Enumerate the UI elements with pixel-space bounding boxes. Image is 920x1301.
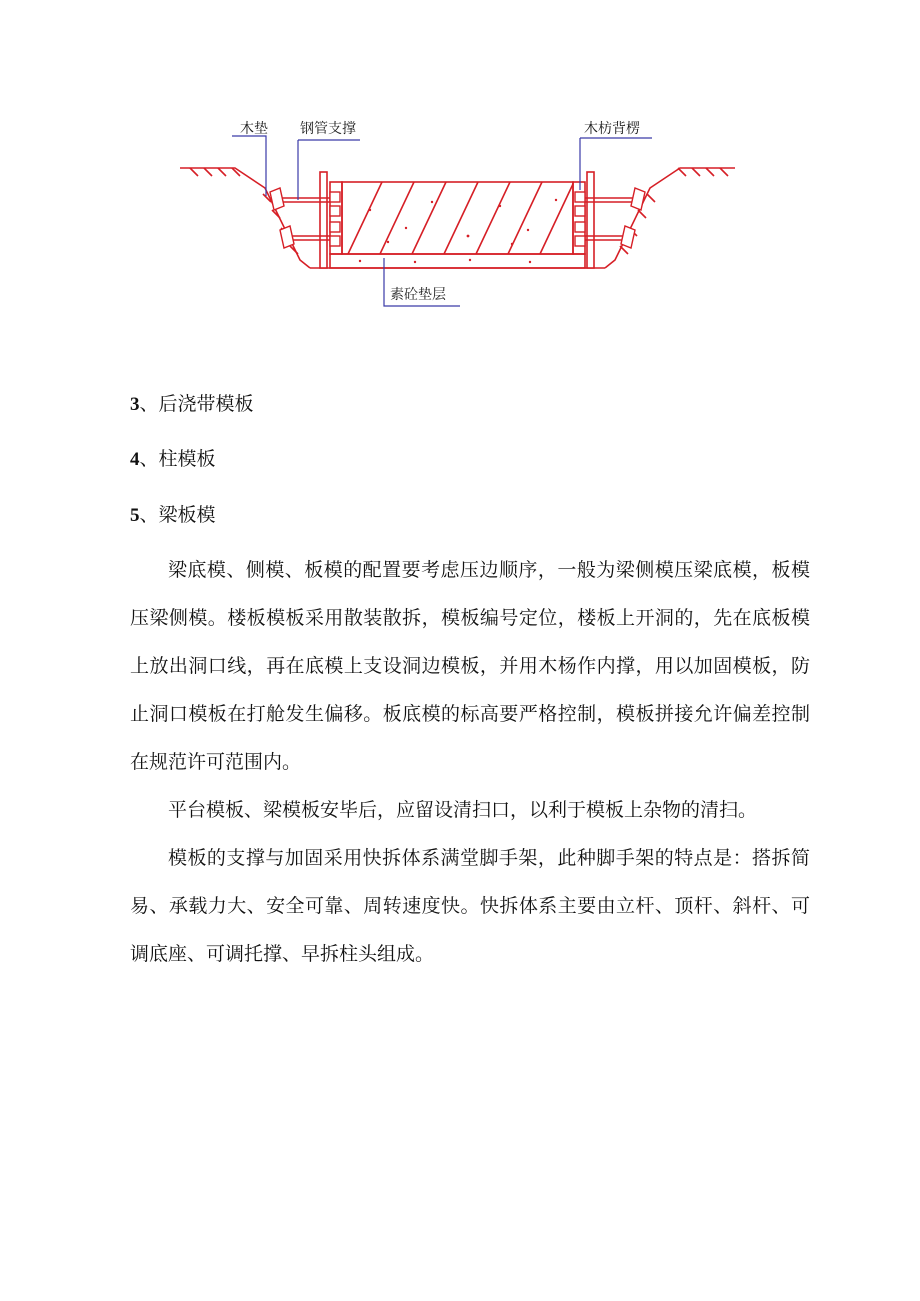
ground-line-left xyxy=(180,168,310,268)
heading-number: 3 xyxy=(130,394,140,415)
heading-5 xyxy=(130,503,216,528)
heading-number: 5 xyxy=(130,505,140,526)
label-wood-pad: 木垫 xyxy=(240,121,268,137)
paragraph-formwork-order: 梁底模、侧模、板模的配置要考虑压边顺序，一般为梁侧模压梁底模，板模压梁侧模。楼板模板采用散装散拆，模板编号定位，楼板上开洞的，先在底板模上放出洞口线，再在底模上支设洞边模板，并用木杨作内撑，用以加固模板，防止洞口模板在打舱发生偏移。板底模的标高要严格控制，模板拼接允许偏差控制在规范许可范围内。 xyxy=(130,559,810,773)
label-plain-concrete-cushion: 素砼垫层 xyxy=(390,287,446,303)
ground-line-right xyxy=(605,168,735,268)
plain-concrete-cushion xyxy=(330,254,585,268)
paragraph-support-system: 模板的支撑与加固采用快拆体系满堂脚手架，此种脚手架的特点是：搭拆简易、承载力大、安全可靠、周转速度快。快拆体系主要由立杆、顶杆、斜杆、可调底座、可调托撑、早拆柱头组成。 xyxy=(130,847,810,965)
concrete-block xyxy=(342,182,573,254)
heading-text: 、柱模板 xyxy=(139,448,216,470)
label-timber-back-brace: 木枋背楞 xyxy=(584,121,640,137)
body-text xyxy=(130,546,810,978)
formwork-section-drawing xyxy=(170,110,750,320)
paragraph-cleanout: 平台模板、梁模板安毕后，应留设清扫口，以利于模板上杂物的清扫。 xyxy=(168,799,758,821)
leader-wood-pad xyxy=(232,136,266,196)
left-vertical-board xyxy=(320,172,327,268)
label-steel-pipe-support: 钢管支撑 xyxy=(300,121,356,137)
heading-4 xyxy=(130,447,216,472)
heading-text: 、后浇带模板 xyxy=(139,393,254,415)
right-vertical-board xyxy=(587,172,594,268)
heading-number: 4 xyxy=(130,449,140,470)
heading-text: 、梁板模 xyxy=(139,504,216,526)
formwork-section-figure xyxy=(170,110,750,320)
heading-3 xyxy=(130,392,254,417)
